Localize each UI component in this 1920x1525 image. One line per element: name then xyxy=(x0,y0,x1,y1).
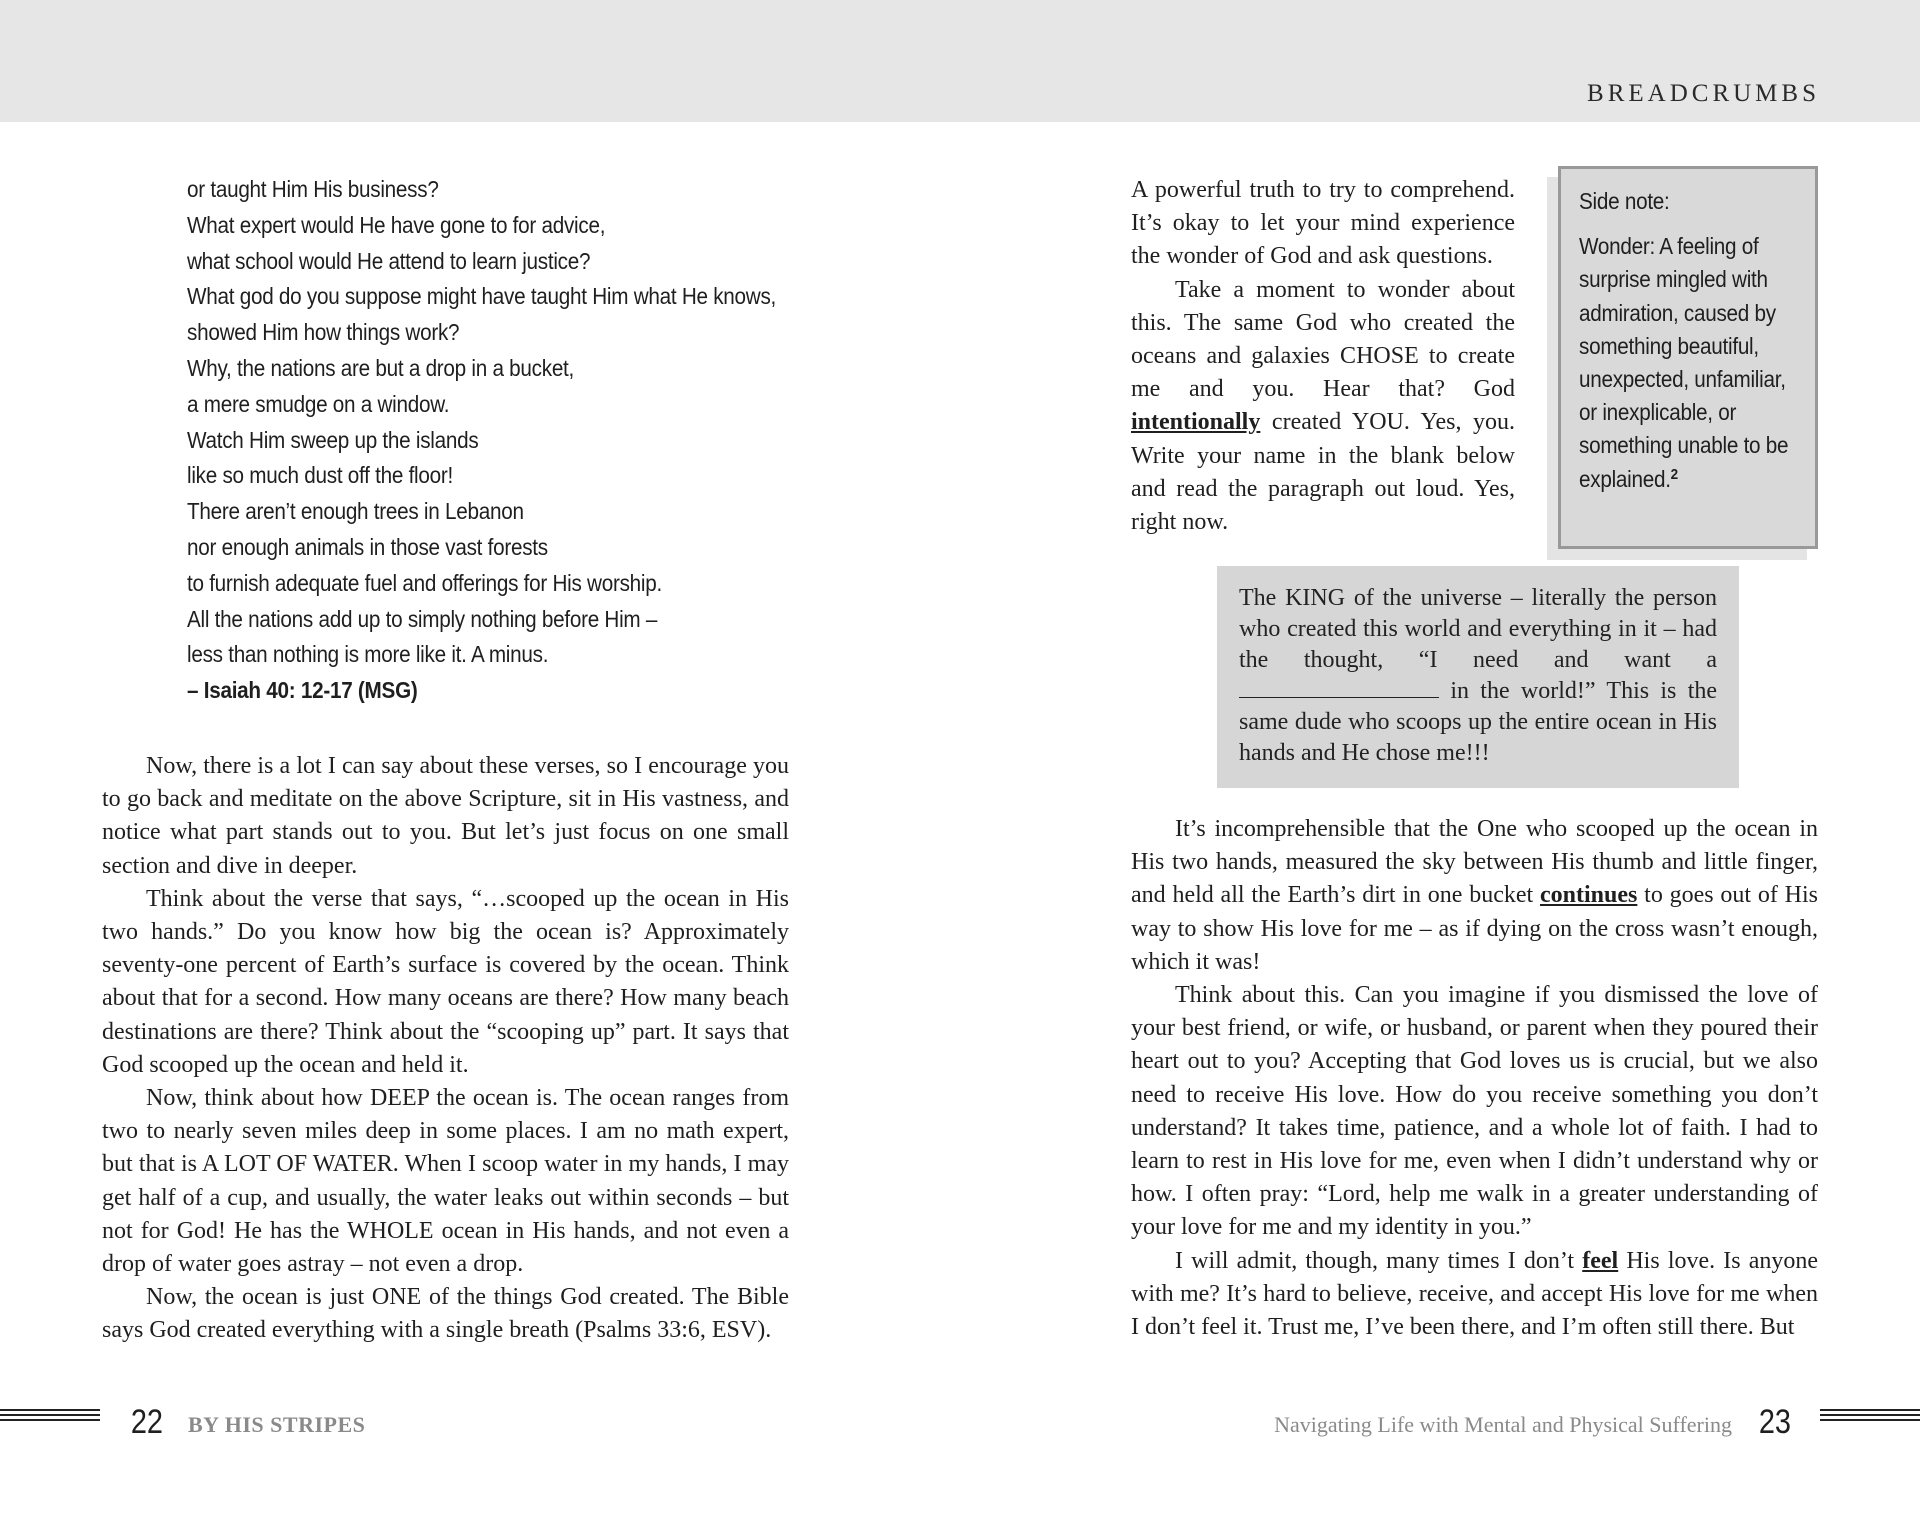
side-note-box xyxy=(1558,166,1818,549)
page-number-left: 22 xyxy=(130,1403,163,1441)
paragraph xyxy=(1131,1245,1818,1345)
book-subtitle: Navigating Life with Mental and Physical Suffering xyxy=(1274,1412,1732,1437)
emphasis-intentionally: intentionally xyxy=(1131,409,1261,436)
poem-line: All the nations add up to simply nothing before Him – xyxy=(187,605,658,632)
poem-line: like so much dust off the floor! xyxy=(187,462,453,489)
poem-line: showed Him how things work? xyxy=(187,319,460,346)
footer-rule-left xyxy=(0,1409,100,1422)
poem-line: or taught Him His business? xyxy=(187,176,439,202)
text-run: to goes out of His way to show His love for me – as if dying on the cross wasn’t enough, which it was! xyxy=(1131,882,1818,975)
poem-line: Watch Him sweep up the islands xyxy=(187,426,479,453)
poem-line: What god do you suppose might have taught Him what He knows, xyxy=(187,283,777,310)
paragraph: Now, the ocean is just ONE of the things God created. The Bible says God created everything with a single breath (Psalms 33:6, ESV). xyxy=(102,1284,789,1344)
intro-text xyxy=(1131,174,1515,539)
emphasis-feel: feel xyxy=(1582,1247,1619,1274)
scripture-poem xyxy=(187,172,777,709)
fill-in-the-blank-box xyxy=(1217,566,1739,788)
poem-line: to furnish adequate fuel and offerings for His worship. xyxy=(187,569,662,596)
poem-line: What expert would He have gone to for advice, xyxy=(187,211,606,238)
paragraph: Think about this. Can you imagine if you dismissed the love of your best friend, or wife, or husband, or parent when they poured their heart out to you? Accepting that God loves us is crucial, but we also need to receive His love. How do you receive something you don’t understand? It takes time, patience, and a whole lot of faith. I had to learn to rest in His love for me, even when I didn’t understand why or how. I often pray: “Lord, help me walk in a greater understanding of your love for me and my identity in you.” xyxy=(1131,982,1818,1241)
text-run: His love. Is anyone with me? It’s hard to believe, receive, and accept His love for me when I don’t feel it. Trust me, I’ve been there, and I’m often still there. But xyxy=(1131,1247,1819,1341)
text-run: Take a moment to wonder about this. The same God who created the oceans and galaxies CHOSE to create me and you. Hear that? God xyxy=(1131,276,1515,403)
poem-line: There aren’t enough trees in Lebanon xyxy=(187,498,524,525)
page-number-right: 23 xyxy=(1758,1403,1791,1441)
paragraph: Now, think about how DEEP the ocean is. The ocean ranges from two to nearly seven miles deep in some places. I am no math expert, but that is A LOT OF WATER. When I scoop water in my hands, I may get half of a cup, and usually, the water leaks out within seconds – but not for God! He has the WHOLE ocean in His hands, and not even a drop of water goes astray – not even a drop. xyxy=(102,1085,789,1278)
scripture-citation: – Isaiah 40: 12-17 (MSG) xyxy=(187,677,418,704)
paragraph: Now, there is a lot I can say about these verses, so I encourage you to go back and meditate on the above Scripture, sit in His vastness, and notice what part stands out to you. But let’s just focus on one small section and dive in deeper. xyxy=(102,753,789,879)
footnote-marker: 2 xyxy=(1670,465,1678,483)
left-page-body xyxy=(102,750,789,1348)
running-head: BREADCRUMBS xyxy=(1587,80,1820,107)
right-page-body xyxy=(1131,813,1818,1344)
text-run: I will admit, though, many times I don’t xyxy=(1175,1247,1575,1274)
paragraph: Think about the verse that says, “…scooped up the ocean in His two hands.” Do you know how big the ocean is? Approximately seventy-one percent of Earth’s surface is covered by the ocean. Think about that for a second. How many oceans are there? How many beach destinations are there? Think about the “scooping up” part. It says that God scooped up the ocean and held it. xyxy=(102,885,789,1078)
paragraph xyxy=(1131,274,1515,540)
fill-text: The KING of the universe – literally the person who created this world and everything in it – had the thought, “I need and want a xyxy=(1239,585,1717,673)
poem-line: less than nothing is more like it. A minus. xyxy=(187,641,549,668)
book-title: BY HIS STRIPES xyxy=(188,1412,366,1437)
text-run: It’s incomprehensible that the One who scooped up the ocean in His two hands, measured the sky between His thumb and little finger, and held all the Earth’s dirt in one bucket xyxy=(1131,816,1818,909)
emphasis-continues: continues xyxy=(1540,882,1638,909)
name-blank xyxy=(1239,676,1439,698)
footer-rule-right xyxy=(1820,1409,1920,1422)
paragraph: A powerful truth to try to comprehend. It’s okay to let your mind experience the wonder of God and ask questions. xyxy=(1131,177,1515,270)
side-note-heading: Side note: xyxy=(1579,188,1670,214)
poem-line: what school would He attend to learn justice? xyxy=(187,247,591,274)
side-note-text xyxy=(1579,230,1804,496)
text-run: created YOU. Yes, you. Write your name in the blank below and read the paragraph out loud. Yes, right now. xyxy=(1131,409,1516,536)
poem-line: Why, the nations are but a drop in a bucket, xyxy=(187,354,575,381)
poem-line: a mere smudge on a window. xyxy=(187,390,450,417)
poem-line: nor enough animals in those vast forests xyxy=(187,533,548,560)
definition-text: Wonder: A feeling of surprise mingled with admiration, caused by something beautiful, unexpected, unfamiliar, or inexplicable, or something unable to be explained. xyxy=(1579,233,1789,492)
paragraph xyxy=(1131,813,1818,979)
fill-text: in the world!” This is the same dude who scoops up the entire ocean in His hands and He chose me!!! xyxy=(1239,678,1718,766)
